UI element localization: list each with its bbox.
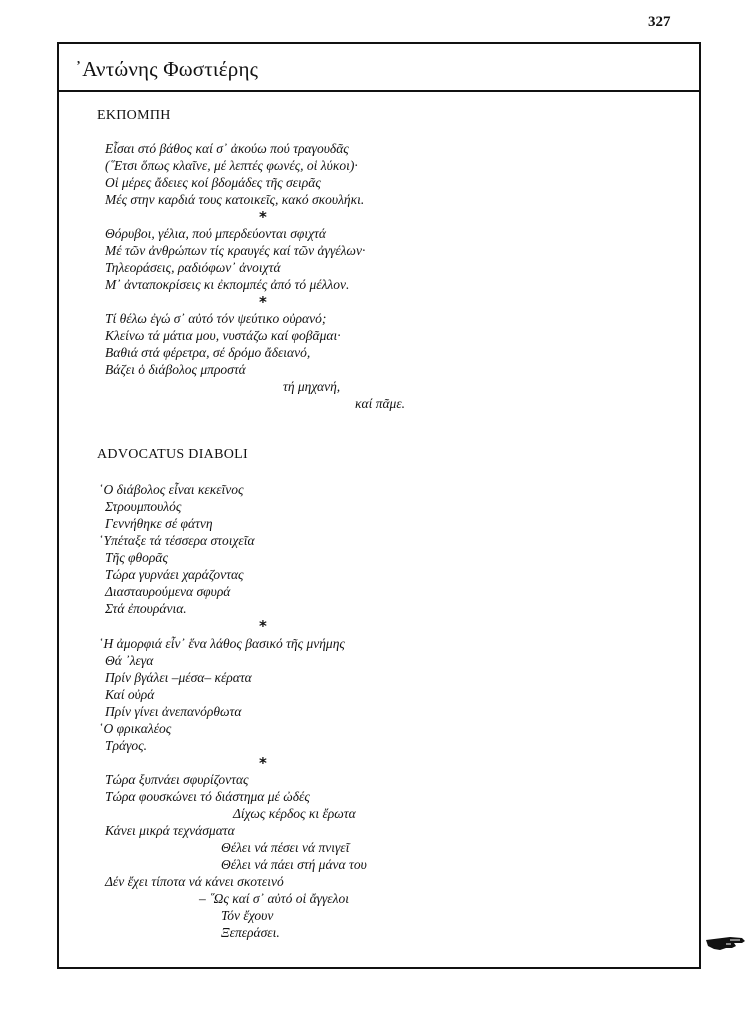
header-row	[59, 44, 699, 92]
verse-line: – ῞Ως καί σ᾿ αὐτό οἱ ἄγγελοι	[199, 891, 349, 906]
verse-line: καί πᾶμε.	[355, 396, 406, 411]
verse-line: Μές στην καρδιά τους κατοικεῖς, κακό σκουλήκι.	[105, 192, 365, 207]
verse-line: Βάζει ὁ διάβολος μπροστά	[105, 362, 246, 377]
verse-line: Θέλει νά πάει στή μάνα του	[221, 857, 367, 872]
verse-line: Μέ τῶν ἀνθρώπων τίς κραυγές καί τῶν ἀγγέλων·	[105, 243, 366, 258]
author-name: ᾿Αντώνης Φωστιέρης	[75, 57, 259, 81]
verse-line: Θά ᾿λεγα	[105, 653, 154, 668]
poem-title: ΕΚΠΟΜΠΗ	[97, 108, 171, 123]
verse-line: ῾Υπέταξε τά τέσσερα στοιχεῖα	[99, 533, 255, 548]
verse-line: Ξεπεράσει.	[221, 925, 280, 940]
verse-line: Τηλεοράσεις, ραδιόφων᾿ ἀνοιχτά	[105, 260, 281, 275]
verse-line: Θέλει νά πέσει νά πνιγεῖ	[221, 840, 350, 855]
verse-line: Μ᾿ ἀνταποκρίσεις κι ἐκπομπές ἀπό τό μέλλον.	[105, 277, 350, 292]
page-number: 327	[648, 14, 671, 30]
verse-line: Θόρυβοι, γέλια, πού μπερδεύονται σφιχτά	[105, 226, 326, 241]
verse-line: Τί θέλω ἐγώ σ᾿ αὐτό τόν ψεύτικο οὐρανό;	[105, 311, 327, 326]
pointing-hand-icon	[704, 931, 746, 953]
verse-line: Κάνει μικρά τεχνάσματα	[105, 823, 235, 838]
verse-line: Γεννήθηκε σέ φάτνη	[105, 516, 213, 531]
verse-line: Βαθιά στά φέρετρα, σέ δρόμο ἄδειανό,	[105, 345, 311, 360]
verse-line: ῾Ο διάβολος εἶναι κεκεῖνος	[99, 482, 244, 497]
verse-line: Εἶσαι στό βάθος καί σ᾿ ἀκούω πού τραγουδᾶς	[105, 141, 349, 156]
poem-title: ADVOCATUS DIABOLI	[97, 447, 248, 462]
verse-line: τή μηχανή,	[283, 379, 341, 394]
verse-line: Τόν ἔχουν	[221, 908, 274, 923]
verse-line: Διασταυρούμενα σφυρά	[105, 584, 231, 599]
verse-line: Στά ἐπουράνια.	[105, 601, 187, 616]
verse-line: Τράγος.	[105, 738, 147, 753]
verse-line: Τώρα γυρνάει χαράζοντας	[105, 567, 244, 582]
verse-line: (῞Ετσι ὅπως κλαῖνε, μέ λεπτές φωνές, οἱ λύκοι)·	[105, 158, 358, 173]
verse-line: Στρουμπουλός	[105, 499, 182, 514]
verse-line: ῾Ο φρικαλέος	[99, 721, 172, 736]
stanza-separator: *	[259, 293, 267, 311]
poem-frame	[57, 42, 701, 969]
stanza-separator: *	[259, 208, 267, 226]
stanza-separator: *	[259, 617, 267, 635]
verse-line: ῾Η ἀμορφιά εἶν᾿ ἕνα λάθος βασικό τῆς μνήμης	[99, 636, 345, 651]
verse-line: Τώρα φουσκώνει τό διάστημα μέ ὠδές	[105, 789, 310, 804]
verse-line: Δίχως κέρδος κι ἔρωτα	[233, 806, 356, 821]
verse-line: Οἱ μέρες ἄδειες κοί βδομάδες τῆς σειρᾶς	[105, 175, 321, 190]
verse-line: Καί οὐρά	[105, 687, 155, 702]
verse-line: Τῆς φθορᾶς	[105, 550, 168, 565]
verse-line: Πρίν βγάλει –μέσα– κέρατα	[105, 670, 252, 685]
verse-line: Κλείνω τά μάτια μου, νυστάζω καί φοβᾶμαι·	[105, 328, 341, 343]
verse-line: Δέν ἔχει τίποτα νά κάνει σκοτεινό	[105, 874, 284, 889]
verse-line: Πρίν γίνει ἀνεπανόρθωτα	[105, 704, 242, 719]
verse-line: Τώρα ξυπνάει σφυρίζοντας	[105, 772, 249, 787]
stanza-separator: *	[259, 754, 267, 772]
